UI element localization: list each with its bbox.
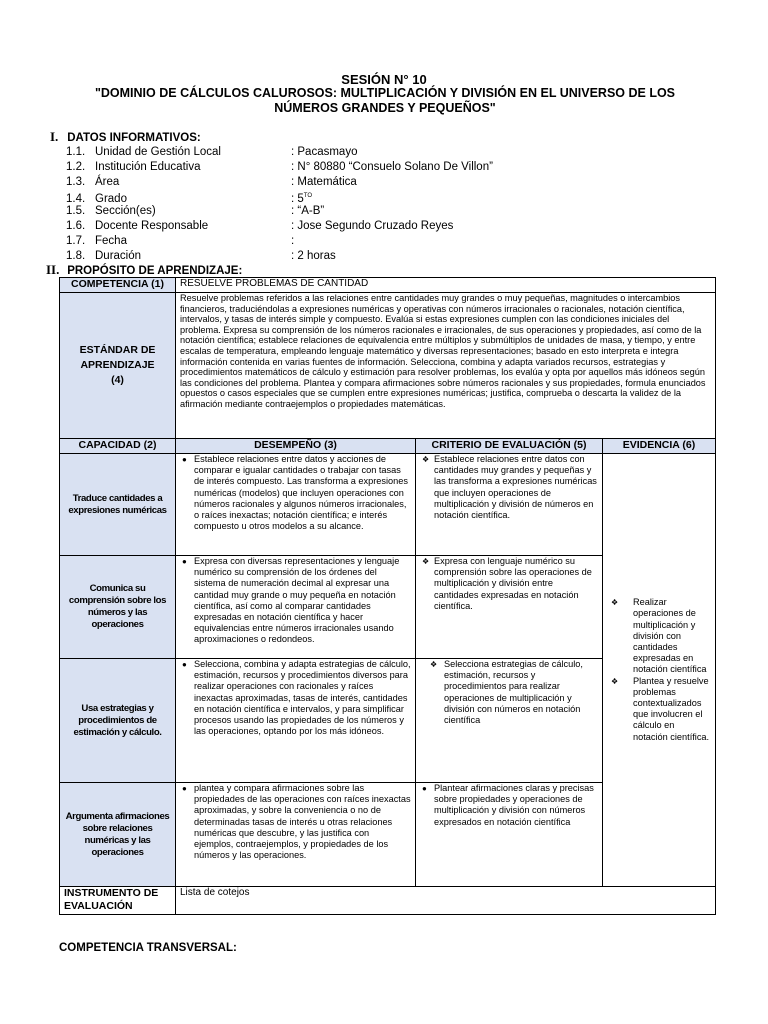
desempeno-cell [176,659,416,783]
section-2-roman: II. [46,262,60,277]
criterio-text: Plantear afirmaciones claras y precisas sobre propiedades y operaciones de multiplicación y división con números expresados en notación científica [434,783,594,827]
header-criterio: CRITERIO DE EVALUACIÓN (5) [416,439,603,454]
session-name: "DOMINIO DE CÁLCULOS CALUROSOS: MULTIPLICACIÓN Y DIVISIÓN EN EL UNIVERSO DE LOS NÚMEROS GRANDES Y PEQUEÑOS" [94,86,676,115]
header-capacidad: CAPACIDAD (2) [60,439,176,454]
instrumento-value: Lista de cotejos [176,887,716,915]
info-row-value: : 2 horas [291,249,336,262]
evidencia-cell [603,454,716,887]
section-2-title: PROPÓSITO DE APRENDIZAJE: [67,265,243,277]
evidencia-text: Plantea y resuelve problemas contextualizados que involucren el cálculo en notación científica. [633,675,710,742]
info-row-number: 1.8. [66,249,86,262]
info-row [66,160,493,174]
bullet-icon: ● [182,784,187,793]
info-row-number: 1.3. [66,175,86,188]
info-row [66,204,324,218]
criterio-cell [416,783,603,887]
info-row-label: Docente Responsable [95,220,209,232]
header-desempeno: DESEMPEÑO (3) [176,439,416,454]
info-row-number: 1.5. [66,205,86,218]
header-evidencia: EVIDENCIA (6) [603,439,716,454]
info-row [66,175,357,189]
criterio-text: Expresa con lenguaje numérico su comprensión sobre las operaciones de multiplicación y división entre cantidades expresadas en notación científica. [434,556,592,611]
competencia-transversal-heading: COMPETENCIA TRANSVERSAL: [59,942,237,954]
capacidad-cell: Comunica su comprensión sobre los números y las operaciones [60,556,176,659]
learning-purpose-table [59,277,716,915]
diamond-bullet-icon: ❖ [611,598,619,608]
info-row-value: : 5 [291,193,304,206]
criterio-cell [416,659,603,783]
diamond-bullet-icon: ❖ [611,676,619,686]
estandar-label-line-3: (4) [111,374,124,386]
info-row [66,234,294,248]
info-row-label: Fecha [95,234,127,247]
info-row-number: 1.6. [66,220,86,232]
criterio-cell [416,454,603,556]
section-2-heading [46,262,242,278]
info-row-value: : [291,234,295,247]
competencia-value: RESUELVE PROBLEMAS DE CANTIDAD [176,278,716,293]
info-row-number: 1.2. [66,160,86,173]
section-1-title: DATOS INFORMATIVOS: [67,132,201,144]
info-row-label: Área [95,175,120,188]
section-1-heading [50,129,201,145]
desempeno-text: plantea y compara afirmaciones sobre las propiedades de las operaciones con raíces inexactas aproximadas, y sobre la conveniencia o no de determinadas tasas de interés u otras relaciones numéricas que descubre, y las justifica con ejemplos, contraejemplos, y propiedades de los números y las operaciones. [194,783,411,861]
estandar-label [60,293,176,439]
diamond-bullet-icon: ❖ [422,557,430,566]
section-1-roman: I. [50,129,59,144]
info-row [66,219,453,233]
estandar-text: Resuelve problemas referidos a las relaciones entre cantidades muy grandes o muy pequeñas, magnitudes o intercambios financieros, traduciéndolas a expresiones numéricas y operativas con números irracionales o racionales, notación científica, intervalos, y tasas de interés simple y compuesto. Evalúa si estas expresiones cumplen con las condiciones iniciales del problema. Expresa su comprensión de los números racionales e irracionales, de sus operaciones y propiedades, así como de la notación científica; establece relaciones de equivalencia entre múltiplos y submúltiplos de unidades de masa, y tiempo, y entre escalas de temperatura, empleando lenguaje matemático y diversas representaciones; basado en esto interpreta e integra información contenida en varias fuentes de información. Selecciona, combina y adapta variados recursos, estrategias y procedimientos matemáticos de cálculo y estimación para resolver problemas, los evalúa y opta por aquellos más idóneos según las condiciones del problema. Plantea y compara afirmaciones sobre números racionales y sus propiedades, formula enunciados opuestos o casos especiales que se cumplen entre expresiones numéricas; justifica, comprueba o descarta la validez de la afirmación mediante contraejemplos o propiedades matemáticas. [176,293,716,439]
criterio-cell [416,556,603,659]
competencia-label: COMPETENCIA (1) [60,278,176,293]
instrumento-label: INSTRUMENTO DE EVALUACIÓN [60,887,176,915]
info-row-value: : N° 80880 “Consuelo Solano De Villon” [291,160,493,173]
desempeno-text: Establece relaciones entre datos y acciones de comparar e igualar cantidades o trabajar con tasas de interés compuesto. Las transforma a expresiones numéricas (modelos) que incluyen operaciones con números racionales y algunos números irracionales, o raíces inexactas; notación científica; e interés compuesto u otros modelos a su alcance. [194,454,408,532]
diamond-bullet-icon: ❖ [422,455,430,464]
info-row-label: Sección(es) [95,205,156,218]
desempeno-cell [176,783,416,887]
capacidad-cell: Traduce cantidades a expresiones numéricas [60,454,176,556]
estandar-label-line-1: ESTÁNDAR DE [79,344,156,356]
info-row-value: : Jose Segundo Cruzado Reyes [291,220,454,232]
diamond-bullet-icon: ❖ [430,660,438,669]
info-row-label: Unidad de Gestión Local [95,146,221,158]
info-row-value: : Matemática [291,175,357,188]
info-row-number: 1.7. [66,234,86,247]
bullet-icon: ● [182,557,187,566]
info-row-superscript: TO [303,193,313,200]
bullet-icon: ● [182,660,187,669]
evidencia-text: Realizar operaciones de multiplicación y división con cantidades expresadas en notación científica [633,597,707,675]
session-number-title: SESIÓN N° 10 [341,72,427,87]
bullet-icon: ● [182,455,187,464]
desempeno-cell [176,454,416,556]
estandar-label-line-2: APRENDIZAJE [80,359,155,371]
info-row [66,249,336,263]
capacidad-cell: Usa estrategias y procedimientos de estimación y cálculo. [60,659,176,783]
bullet-icon: ● [422,784,427,793]
table-row [60,454,716,556]
criterio-text: Selecciona estrategias de cálculo, estimación, recursos y procedimientos para realizar operaciones de multiplicación y división con números en notación científica [444,659,583,726]
info-row-label: Grado [95,193,127,206]
info-row-label: Institución Educativa [95,160,201,173]
info-row-value: : “A-B” [291,205,325,218]
info-row-value: : Pacasmayo [291,146,358,158]
desempeno-text: Selecciona, combina y adapta estrategias de cálculo, estimación, recursos y procedimientos diversos para realizar operaciones con racionales y raíces inexactas aproximadas, tasas de interés, cantidades en notación científica e intervalos, y para simplificar procesos usando las propiedades de los números y las operaciones, optando por los más idóneos. [194,659,411,737]
info-row-number: 1.1. [66,146,86,158]
info-row [66,145,357,159]
info-row-number: 1.4. [66,193,86,206]
desempeno-text: Expresa con diversas representaciones y lenguaje numérico su comprensión de los órdenes del sistema de numeración decimal al expresar una cantidad muy grande o muy pequeña en notación científica, así como al comparar cantidades expresadas en notación científica y hacer equivalencias entre números irracionales usando aproximaciones o redondeos. [194,556,400,645]
desempeno-cell [176,556,416,659]
capacidad-cell: Argumenta afirmaciones sobre relaciones numéricas y las operaciones [60,783,176,887]
info-row-label: Duración [95,249,142,262]
criterio-text: Establece relaciones entre datos con cantidades muy grandes y pequeñas y las transforma a expresiones numéricas que incluyen operaciones de multiplicación y división de números en notación científica. [434,454,597,521]
